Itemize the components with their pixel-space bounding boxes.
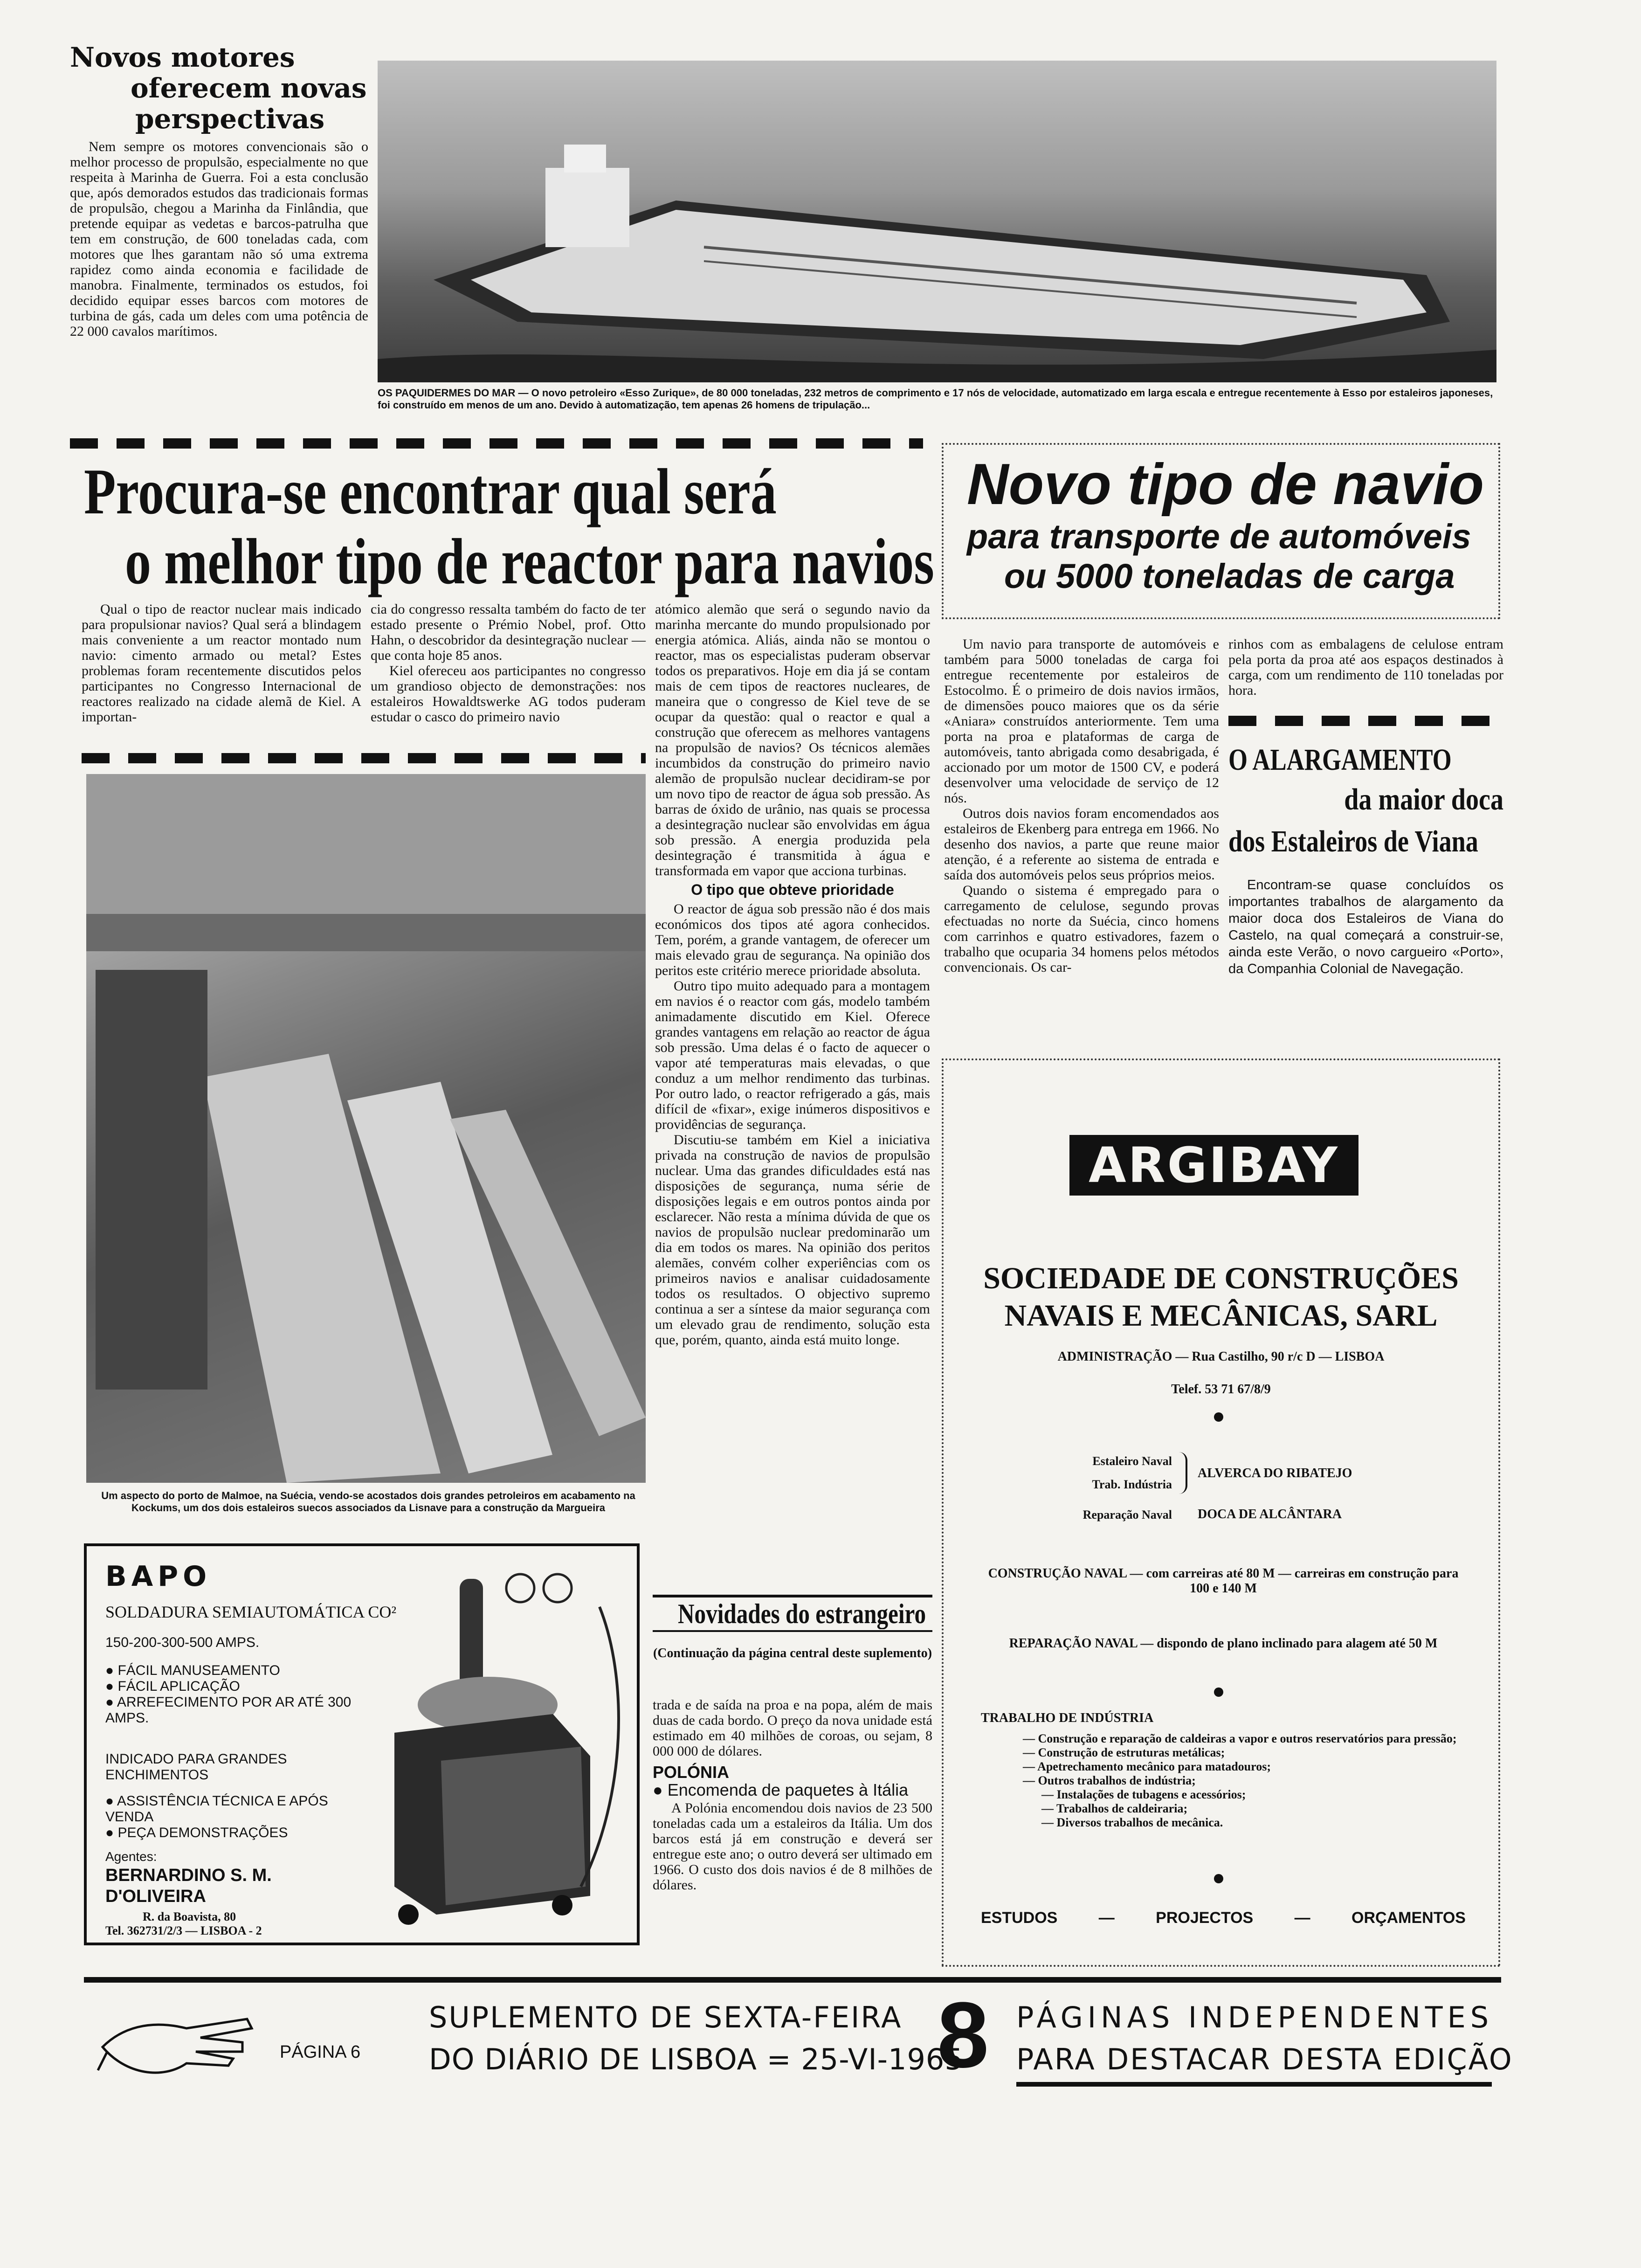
- bapo-brand: BAPO: [105, 1560, 212, 1593]
- doca-title-3: dos Estaleiros de Viana: [1228, 824, 1478, 858]
- novidades-subtitle: (Continuação da página central deste suplemento): [653, 1646, 932, 1660]
- trabalho-list: [1004, 1732, 1470, 1830]
- reparacao-naval: REPARAÇÃO NAVAL — dispondo de plano inclinado para alagem até 50 M: [1009, 1636, 1438, 1651]
- reactor-paragraph: Kiel ofereceu aos participantes no congresso um grandioso objecto de demonstrações: nos estaleiros Howaldtswerke AG todos puderam estudar o casco do primeiro navio: [371, 663, 646, 725]
- footer-projectos: PROJECTOS: [1156, 1909, 1254, 1927]
- bapo-advertisement: [84, 1543, 640, 1945]
- doca-title-2: da maior doca: [1344, 782, 1503, 816]
- navio-paragraph: rinhos com as embalagens de celulose entram pela porta da proa até aos espaços destinados à carga, com um rendimento de 110 toneladas por hora.: [1228, 636, 1503, 698]
- footer-estudos: ESTUDOS: [981, 1909, 1058, 1927]
- separator: [82, 753, 646, 763]
- bapo-bullet: ● PEÇA DEMONSTRAÇÕES: [105, 1825, 288, 1840]
- tanker-caption: OS PAQUIDERMES DO MAR — O novo petroleiro «Esso Zurique», de 80 000 toneladas, 232 metros de comprimento e 17 nós de velocidade, automatizado em larga escala e entregue recentemente à Esso por estaleiros japoneses, foi construído em menos de um ano. Devido à automatização, tem apenas 26 homens de tripulação...: [378, 387, 1493, 411]
- navio-headline-3: ou 5000 toneladas de carga: [1004, 557, 1455, 595]
- navio-paragraph: Quando o sistema é empregado para o carregamento de celulose, segundo provas efectuadas no norte da Suécia, cinco homens com carrinhos e quatro estivadores, fazem o trabalho que ocuparia 34 homens pelos métodos convencionais. Os car-: [944, 883, 1219, 975]
- article-body: [70, 139, 368, 339]
- reactor-paragraph: cia do congresso ressalta também do facto de ter estado presente o Prémio Nobel, prof. Otto Hahn, o descobridor da desintegração nuclear — que conta hoje 85 anos.: [371, 602, 646, 663]
- headline-line-1: Procura-se encontrar qual será: [84, 456, 777, 528]
- bapo-address: R. da Boavista, 80: [143, 1910, 236, 1923]
- reactor-paragraph: Qual o tipo de reactor nuclear mais indicado para propulsionar navios? Qual será a blindagem mais conveniente a um reactor montado num navio: cimento armado ou metal? Estes problemas foram recentemente discutidos pelos participantes no Congresso Internacional de reactores realizado na cidade alemã de Kiel. A importan-: [82, 602, 361, 725]
- title-line-3: perspectivas: [135, 103, 325, 135]
- reparacao-label: Reparação Naval: [1083, 1508, 1172, 1521]
- argibay-admin: ADMINISTRAÇÃO — Rua Castilho, 90 r/c D — LISBOA: [1057, 1349, 1385, 1364]
- bapo-bullets: [105, 1663, 366, 1726]
- port-illustration: [86, 774, 646, 1483]
- navio-col-1: [944, 636, 1219, 975]
- doca-title-1: O ALARGAMENTO: [1228, 743, 1452, 777]
- estaleiro-place: ALVERCA DO RIBATEJO: [1198, 1466, 1352, 1480]
- bapo-line-3: INDICADO PARA GRANDES ENCHIMENTOS: [105, 1751, 287, 1783]
- novidades-bullet: ● Encomenda de paquetes à Itália: [653, 1780, 909, 1799]
- trabalho-title: TRABALHO DE INDÚSTRIA: [981, 1711, 1154, 1725]
- trabalho-item: — Trabalhos de caldeiraria;: [1041, 1802, 1188, 1815]
- reactor-headline: [84, 456, 934, 598]
- bapo-bullet: ● FÁCIL APLICAÇÃO: [105, 1679, 240, 1694]
- novidades-body: [653, 1697, 932, 1893]
- dash: —: [1294, 1909, 1310, 1927]
- doca-article: [1228, 741, 1503, 977]
- bapo-bullets-2: [105, 1793, 366, 1841]
- reparacao-place: DOCA DE ALCÂNTARA: [1198, 1507, 1342, 1521]
- bullet-dot: [1214, 1687, 1223, 1697]
- bullet-dot: [1214, 1412, 1223, 1422]
- reactor-paragraph: Discutiu-se também em Kiel a iniciativa privada na construção de navios de propulsão nuclear. Uma das grandes dificuldades está nas disposições de segurança, numa série de disposições legais e em outros pontos ainda por esclarecer. Não resta a mínima dúvida de que os navios de propulsão nuclear predominarão um dia em todos os mares. Na opinião dos peritos alemães, convém colher experiências com os primeiros navios e analisar cuidadosamente todos os resultados. O objectivo supremo continua a ser a síntese da maior segurança com um elevado grau de rendimento, solução esta que, porém, quanto, ainda está muito longe.: [655, 1132, 930, 1348]
- navio-paragraph: Outros dois navios foram encomendados aos estaleiros de Ekenberg para entrega em 1966. No desenho dos navios, a parte que reune maior atenção, é a referente ao sistema de entrada e saída dos automóveis pelos seus próprios meios.: [944, 806, 1219, 883]
- bapo-agent-1: BERNARDINO S. M.: [105, 1866, 272, 1885]
- trabalho-item: — Construção e reparação de caldeiras a vapor e outros reservatórios para pressão;: [1023, 1732, 1457, 1745]
- footer-big-number: 8: [937, 1983, 989, 2087]
- argibay-phone: Telef. 53 71 67/8/9: [1171, 1382, 1271, 1397]
- bapo-agents-label: Agentes:: [105, 1849, 157, 1864]
- argibay-logo-text: ARGIBAY: [1089, 1137, 1339, 1194]
- separator: [1228, 716, 1499, 726]
- trabalho-item: — Construção de estruturas metálicas;: [1023, 1746, 1225, 1759]
- navio-col-2: [1228, 636, 1503, 698]
- tanker-illustration: [378, 61, 1496, 382]
- body-text: Nem sempre os motores convencionais são o melhor processo de propulsão, especialmente no que respeita à Marinha de Guerra. Foi a esta conclusão que, após demorados estudos das tradicionais formas de propulsão, chegou a Marinha da Finlândia, que pretende equipar as vedetas e barcos-patrulha que tem em construção, de 600 toneladas cada, com motores que lhes garantam não só uma extrema rapidez como ainda economia e facilidade de manobra. Finalmente, terminados os estudos, foi decidido equipar esses barcos com motores de turbina de gás, cada um deles com uma potência de 22 000 cavalos marítimos.: [70, 139, 368, 339]
- port-photo: [86, 774, 646, 1483]
- doca-paragraph: Encontram-se quase concluídos os importantes trabalhos de alargamento da maior doca dos Estaleiros de Viana do Castelo, na qual começará a construir-se, ainda este Verão, o novo cargueiro «Porto», da Companhia Colonial de Navegação.: [1228, 878, 1503, 976]
- trabalho-item: — Diversos trabalhos de mecânica.: [1041, 1816, 1223, 1829]
- novidades-section: POLÓNIA: [653, 1763, 730, 1782]
- construcao-naval: CONSTRUÇÃO NAVAL — com carreiras até 80 M — carreiras em construção para 100 e 140 M: [988, 1566, 1459, 1596]
- footer-right-1: PÁGINAS INDEPENDENTES: [1016, 2000, 1494, 2034]
- welding-machine-illustration: [366, 1560, 627, 1933]
- novidades-paragraph: A Polónia encomendou dois navios de 23 500 toneladas cada um a estaleiros da Itália. Um dos barcos está já em construção e deverá ser entregue este ano; o outro deverá ser ultimado em 1966. O custo dos dois navios é de 8 milhões de dólares.: [653, 1800, 932, 1893]
- reactor-paragraph: Outro tipo muito adequado para a montagem em navios é o reactor com gás, modelo também animadamente discutido em Kiel. Oferece grandes vantagens em relação ao reactor de água sob pressão. Uma delas é o facto de aquecer o vapor até temperaturas mais elevadas, o que conduz a um melhor rendimento das turbinas. Por outro lado, o reactor refrigerado a gás, mais difícil de «fixar», exige inúmeros dispositivos e providências de segurança.: [655, 978, 930, 1132]
- headline-line-2: o melhor tipo de reactor para navios: [125, 526, 934, 598]
- page-number: PÁGINA 6: [280, 2042, 361, 2062]
- reactor-subhead: O tipo que obteve prioridade: [691, 881, 894, 898]
- argibay-logo: [1069, 1135, 1358, 1196]
- argibay-company-1: SOCIEDADE DE CONSTRUÇÕES: [983, 1261, 1459, 1295]
- trabalho-item: — Apetrechamento mecânico para matadouros;: [1023, 1760, 1271, 1773]
- reactor-col-3: [655, 602, 930, 1348]
- argibay-footer: [981, 1909, 1466, 1927]
- bapo-line-1: SOLDADURA SEMIAUTOMÁTICA CO²: [105, 1603, 397, 1621]
- article-title: [70, 42, 368, 134]
- footer-line-2: DO DIÁRIO DE LISBOA = 25-VI-1965: [429, 2042, 964, 2076]
- footer-right-2: PARA DESTACAR DESTA EDIÇÃO: [1016, 2042, 1513, 2076]
- bapo-bullet: ● ARREFECIMENTO POR AR ATÉ 300 AMPS.: [105, 1694, 352, 1726]
- navio-headline-1: Novo tipo de navio: [967, 452, 1484, 517]
- footer-orcamentos: ORÇAMENTOS: [1351, 1909, 1466, 1927]
- footer-line-1: SUPLEMENTO DE SEXTA-FEIRA: [429, 2000, 903, 2034]
- navio-headline-2: para transporte de automóveis: [967, 517, 1471, 556]
- novidades-title: Novidades do estrangeiro: [678, 1598, 926, 1629]
- reactor-col-1: [82, 602, 361, 725]
- novidades-box: [653, 1595, 932, 1632]
- tanker-photo: [378, 61, 1496, 382]
- dash: —: [1098, 1909, 1115, 1927]
- navio-headline-box: [942, 443, 1500, 619]
- bapo-line-2: 150-200-300-500 AMPS.: [105, 1635, 260, 1650]
- trab-label: Trab. Indústria: [1092, 1478, 1172, 1491]
- bapo-bullet: ● ASSISTÊNCIA TÉCNICA E APÓS VENDA: [105, 1793, 328, 1825]
- argibay-company-2: NAVAIS E MECÂNICAS, SARL: [1004, 1299, 1438, 1333]
- argibay-advertisement: [942, 1058, 1500, 1967]
- footer-rule: [84, 1977, 1501, 1983]
- reactor-paragraph: O reactor de água sob pressão não é dos mais económicos dos tipos até agora conhecidos. Tem, porém, a grande vantagem, de oferecer um mais elevado grau de segurança. Na opinião dos peritos este critério merece prioridade absoluta.: [655, 901, 930, 978]
- article-novos-motores: [70, 42, 368, 339]
- port-caption: Um aspecto do porto de Malmoe, na Suécia, vendo-se acostados dois grandes petroleiros em acabamento na Kockums, um dos dois estaleiros suecos associados da Lisnave para a construção da Margueira: [101, 1490, 635, 1514]
- bapo-agent-2: D'OLIVEIRA: [105, 1887, 206, 1906]
- bapo-phone: Tel. 362731/2/3 — LISBOA - 2: [105, 1924, 262, 1937]
- pointing-hand-icon: [93, 2000, 261, 2084]
- separator: [70, 438, 923, 449]
- bullet-dot: [1214, 1874, 1223, 1883]
- trabalho-item: — Instalações de tubagens e acessórios;: [1041, 1788, 1246, 1801]
- trabalho-item: — Outros trabalhos de indústria;: [1023, 1774, 1196, 1787]
- navio-paragraph: Um navio para transporte de automóveis e também para 5000 toneladas de carga foi entregue recentemente por estaleiros de Estocolmo. É o primeiro de dois navios irmãos, de dimensões pouco maiores que os da série «Aniara» construídos anteriormente. Tem uma porta na proa e plataformas de carga de automóveis, tanto abrigada como desabrigada, é accionado por um motor de 1500 CV, e poderá desenvolver uma velocidade de serviço de 12 nós.: [944, 636, 1219, 806]
- reactor-paragraph: atómico alemão que será o segundo navio da marinha mercante do mundo propulsionado por energia atómica. Aliás, ainda não se montou o reactor, mas os especialistas puderam observar todos os preparativos. Hoje em dia já se contam mais de cem tipos de reactores nucleares, de maneira que o congresso de Kiel teve de se ocupar da questão: qual o reactor e qual a construção que oferecem as melhores vantagens na propulsão de navios? Os técnicos alemães incumbidos da construção do primeiro navio alemão de propulsão nuclear decidiram-se por um novo tipo de reactor de água sob pressão. As barras de óxido de urânio, nas quais se processa a desintegração nuclear são envolvidas em água sob pressão. A energia produzida pela desintegração é transmitida à água e transformada em vapor que acciona turbinas.: [655, 602, 930, 878]
- title-line-2: oferecem novas: [131, 72, 367, 104]
- brace: [1179, 1452, 1187, 1494]
- reactor-col-2: [371, 602, 646, 725]
- title-line-1: Novos motores: [70, 41, 295, 73]
- doca-body: [1228, 877, 1503, 977]
- estaleiro-label: Estaleiro Naval: [1092, 1454, 1172, 1468]
- footer-underline: [1016, 2082, 1492, 2087]
- bapo-bullet: ● FÁCIL MANUSEAMENTO: [105, 1663, 280, 1678]
- novidades-paragraph: trada e de saída na proa e na popa, além de mais duas de cada bordo. O preço da nova unidade está estimado em 40 milhões de coroas, ou sejam, 8 000 000 de dólares.: [653, 1697, 932, 1759]
